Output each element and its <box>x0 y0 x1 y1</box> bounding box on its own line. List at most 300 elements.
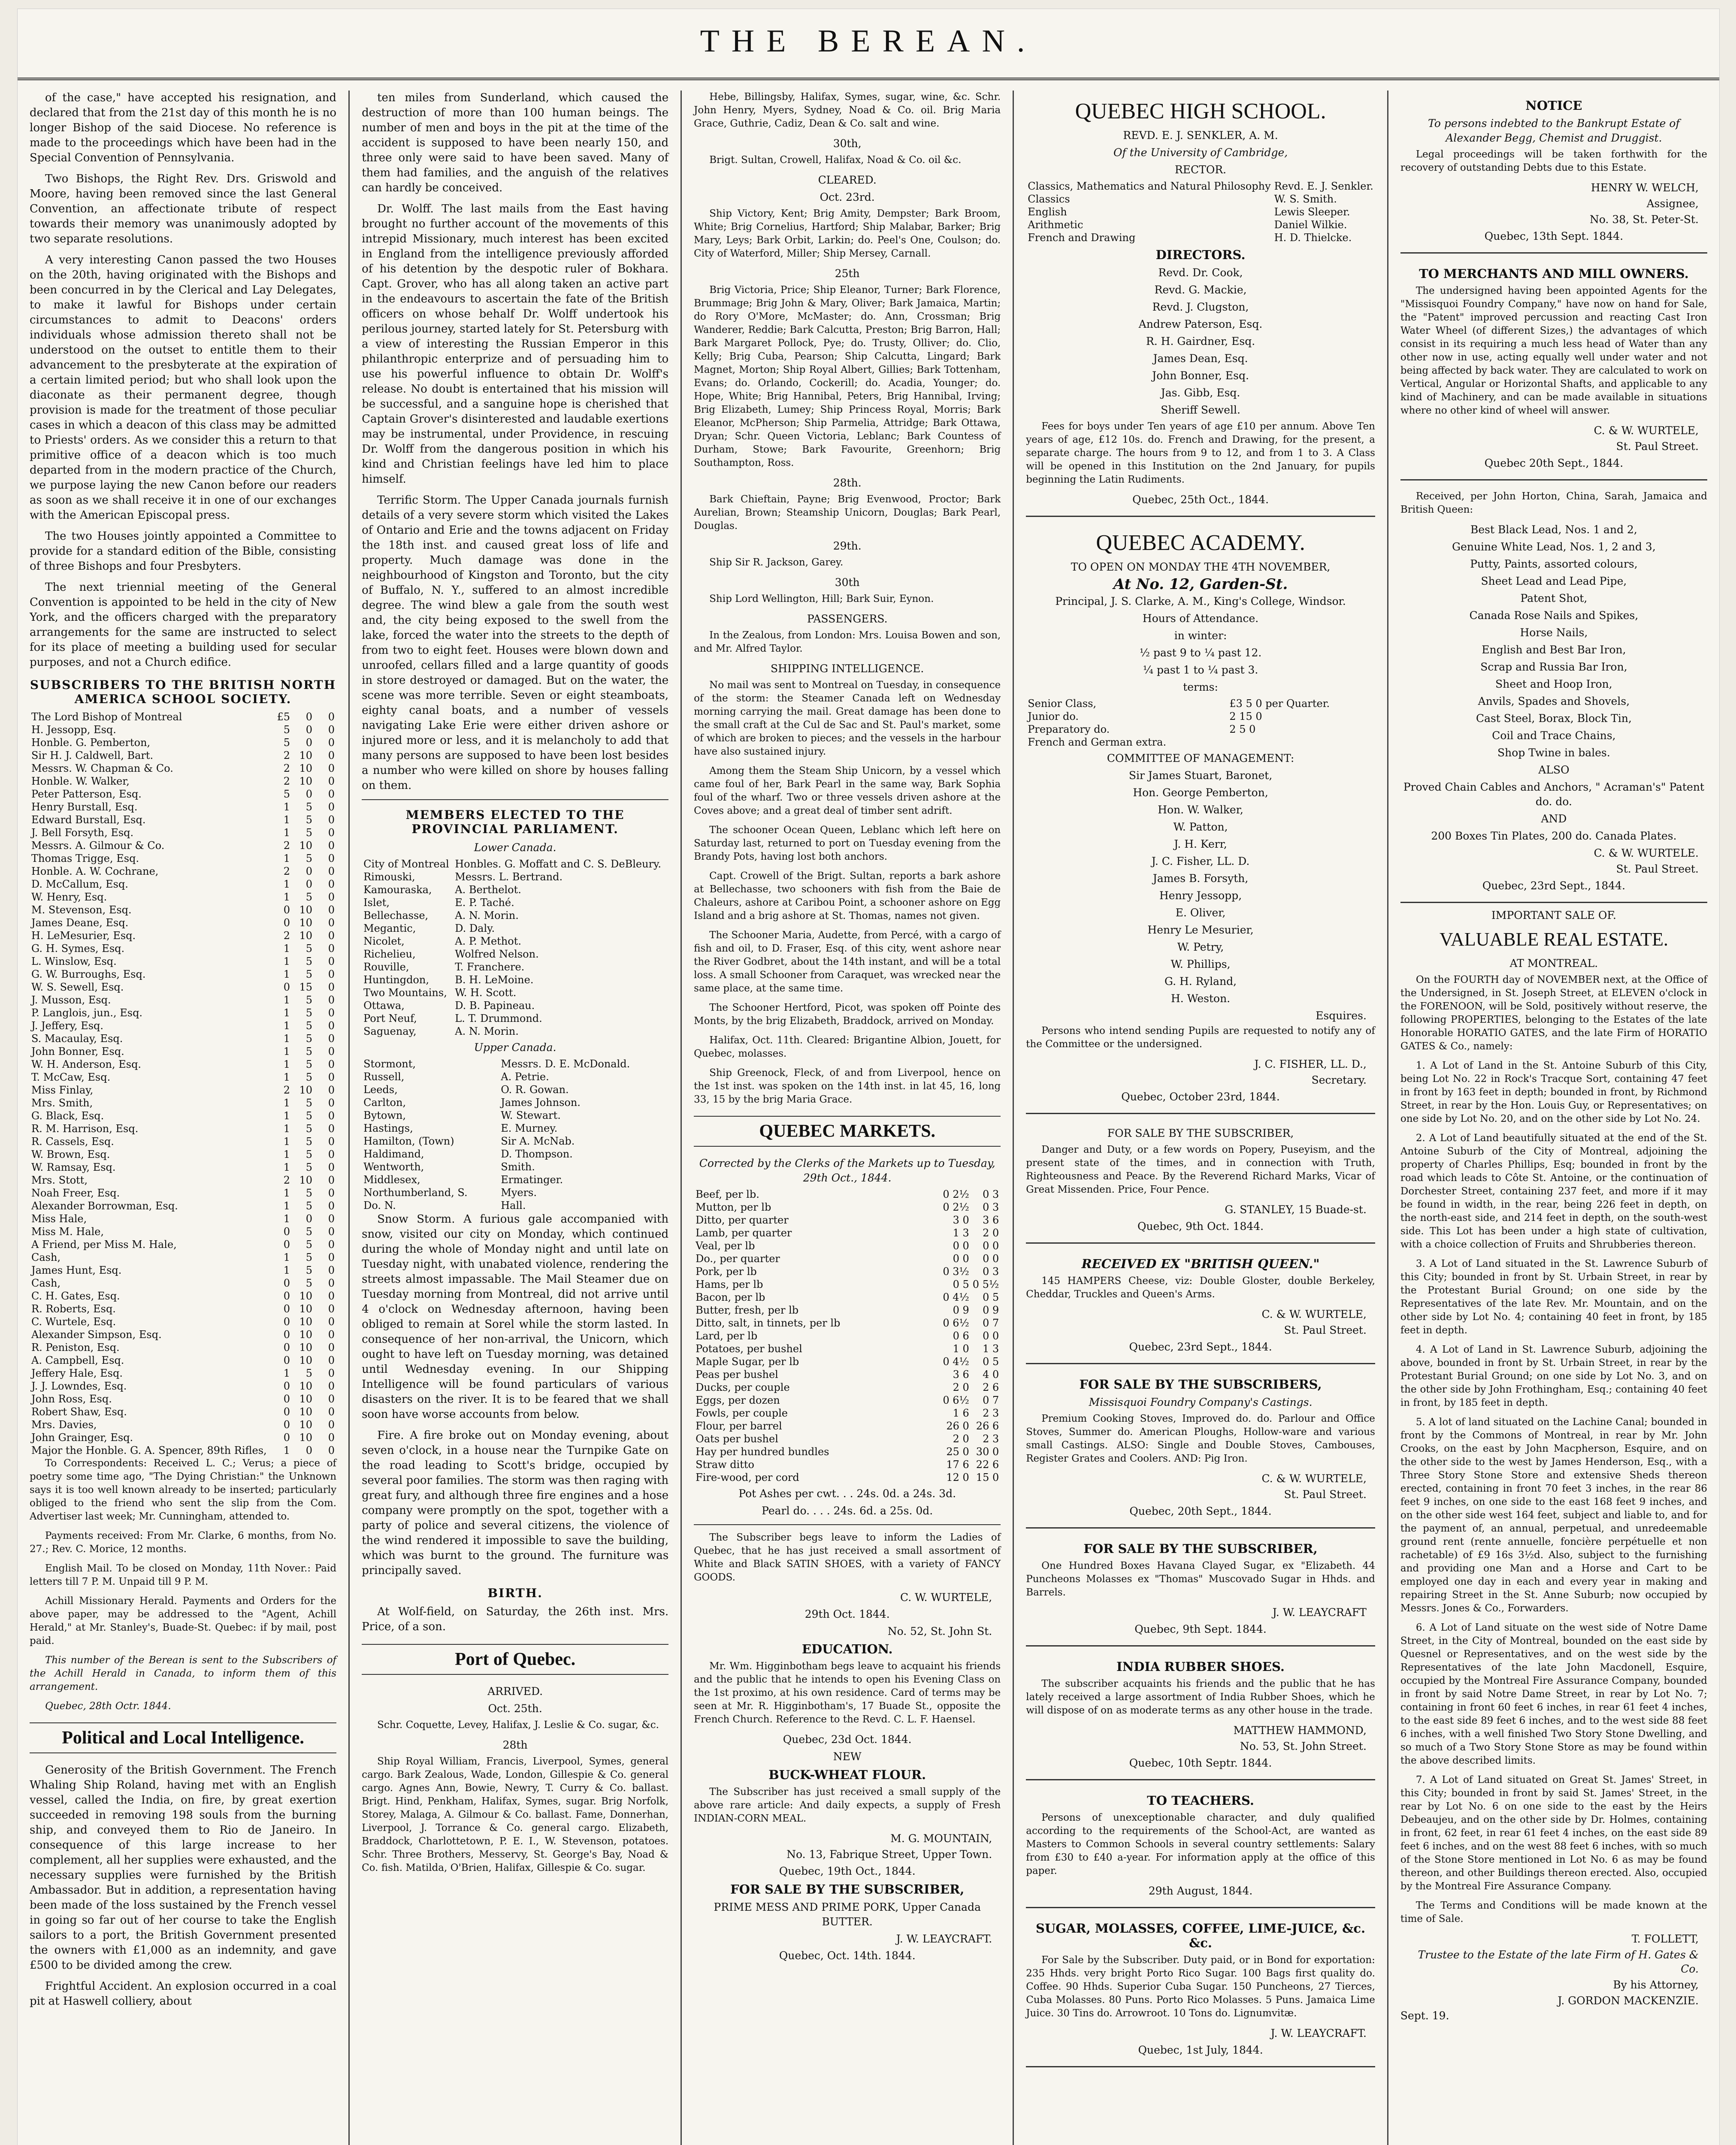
subscriber-name: Messrs. A. Gilmour & Co. <box>31 840 165 852</box>
table-row <box>362 1070 668 1083</box>
member-name: T. Franchere. <box>455 961 525 973</box>
amount-shillings: 5 <box>305 955 313 967</box>
subscriber-name: R. M. Harrison, Esq. <box>31 1123 139 1135</box>
member-name: Smith. <box>501 1161 535 1173</box>
staff-subject: English <box>1028 206 1067 218</box>
price-high: 0 5½ <box>972 1278 999 1290</box>
amount-pounds: 2 <box>283 930 290 942</box>
amount-pounds: 0 <box>283 1226 290 1238</box>
table-row <box>30 1187 336 1199</box>
subscribers-heading: SUBSCRIBERS TO THE BRITISH NORTH AMERICA SCHOOL SOCIETY. <box>30 678 336 706</box>
amount-pounds: 0 <box>283 981 290 993</box>
ad-signature: C. & W. WURTELE, <box>1594 424 1699 437</box>
ad-text: Received, per John Horton, China, Sarah, Jamaica and British Queen: <box>1400 491 1707 515</box>
member-name: Hall. <box>501 1199 526 1211</box>
price-low: 0 5 <box>953 1278 969 1290</box>
ad-date: Quebec, October 23rd, 1844. <box>1121 1091 1280 1103</box>
table-row <box>362 1122 668 1135</box>
table-row <box>30 1341 336 1354</box>
academy-ad <box>1026 522 1375 1114</box>
date-line: 25th <box>835 267 860 280</box>
amount-pence: 0 <box>328 1123 335 1135</box>
ad-signature: J. W. LEAYCRAFT. <box>1270 2027 1367 2039</box>
ad-signature: J. GORDON MACKENZIE. <box>1558 1994 1699 2007</box>
rubber-ad <box>1026 1652 1375 1780</box>
table-row <box>30 710 336 723</box>
table-row <box>362 1096 668 1109</box>
ad-text: One Hundred Boxes Havana Clayed Sugar, ex "Elizabeth. 44 Puncheons Molasses ex "Thomas" Muscovado Sugar in Hhds. and Barrels. <box>1026 1560 1375 1598</box>
subscriber-name: R. Peniston, Esq. <box>31 1341 120 1353</box>
table-row <box>30 1315 336 1328</box>
rector-title: RECTOR. <box>1174 163 1227 176</box>
table-row <box>30 994 336 1006</box>
table-row <box>30 1393 336 1405</box>
subscriber-name: Alexander Simpson, Esq. <box>31 1329 162 1341</box>
amount-pence: 0 <box>328 1200 335 1212</box>
constituency: Rouville, <box>363 961 409 973</box>
list-item: 6. A Lot of Land situate on the west side of Notre Dame Street, in the City of Montreal, bounded on the east side by Quesnel or Representatives, and on the west side by the Representatives of the late John Macdonell, Esquire, occupied by the Montreal Fire Assurance Company, bounded in front by said Notre Dame Street, in rear by Lot No. 7; containing in front 60 feet 6 inches, in rear 61 feet 4 inches, to the east side 89 feet 6 inches, and to the west side 88 feet 6 inches, with a well finished Two Story Stone Dwelling, and so much of a Two Story Stone Store as may be found within the above described limits. <box>1400 1622 1707 1766</box>
constituency: Megantic, <box>363 922 416 934</box>
amount-pence: 0 <box>328 1097 335 1109</box>
ad-signature: MATTHEW HAMMOND, <box>1233 1724 1367 1737</box>
amount-pounds: 0 <box>283 1380 290 1392</box>
teachers-ad <box>1026 1785 1375 1908</box>
price-low: 0 6½ <box>943 1394 969 1406</box>
subscriber-name: R. Roberts, Esq. <box>31 1303 116 1315</box>
article-paragraph: Fire. A fire broke out on Monday evening, about seven o'clock, in a house near the Turnpike Gate on the road leading to Scott's bridge, occupied by several poor families. The storm was then raging with great fury, and although three fire engines and a hose company were promptly on the spot, together with a party of police and several citizens, the violence of the wind rendered it impossible to save the building, which was burnt to the ground. The furniture was principally saved. <box>362 1429 669 1577</box>
list-item: Putty, Paints, assorted colours, <box>1470 558 1638 570</box>
table-row <box>30 1122 336 1135</box>
amount-pence: 0 <box>328 1251 335 1263</box>
shipping-paragraph: Among them the Steam Ship Unicorn, by a vessel which came foul of her, Bark Pearl in the same way, Bark Sophia foul of the wharf. Two or three vessels driven ashore at the Coves above; and a great deal of timber sent adrift. <box>694 765 1001 816</box>
price-low: 25 0 <box>946 1446 969 1458</box>
ad-address: St. Paul Street. <box>1284 1324 1367 1336</box>
arrival-list: Hebe, Billingsby, Halifax, Symes, sugar, wine, &c. Schr. John Henry, Myers, Sydney, Noad & Co. oil. Brig Maria Grace, Guthrie, Cadiz, Dean & Co. salt and wine. <box>694 91 1001 129</box>
amount-shillings: 0 <box>305 878 313 890</box>
amount-pence: 0 <box>328 1303 335 1315</box>
market-item: Ditto, salt, in tinnets, per lb <box>696 1317 841 1329</box>
ad-signature: C. & W. WURTELE. <box>1594 847 1699 859</box>
subscriber-name: T. McCaw, Esq. <box>31 1071 111 1083</box>
ad-signature: J. C. FISHER, LL. D., <box>1254 1058 1367 1070</box>
table-row <box>30 1380 336 1393</box>
ad-date: Quebec, 20th Sept., 1844. <box>1129 1505 1272 1517</box>
amount-pence: 0 <box>328 1020 335 1032</box>
price-high: 0 3 <box>983 1188 999 1200</box>
table-row <box>30 1251 336 1264</box>
member-name: Honbles. G. Moffatt and C. S. DeBleury. <box>455 858 662 870</box>
table-row <box>694 1252 1001 1265</box>
staff-table <box>1026 180 1375 244</box>
passengers-text: In the Zealous, from London: Mrs. Louisa Bowen and son, and Mr. Alfred Taylor. <box>694 630 1001 654</box>
column-2 <box>350 91 682 2145</box>
ad-text: Principal, J. S. Clarke, A. M., King's College, Windsor. <box>1055 595 1346 607</box>
high-school-ad <box>1026 91 1375 517</box>
amount-pence: 0 <box>328 1419 335 1431</box>
amount-pence: 0 <box>328 724 335 736</box>
amount-pounds: 0 <box>283 1303 290 1315</box>
amount-pence: 0 <box>328 1290 335 1302</box>
amount-pence: 0 <box>328 852 335 864</box>
amount-shillings: 10 <box>299 1419 313 1431</box>
price-high: 2 0 <box>983 1227 999 1239</box>
cleared-list: Bark Chieftain, Payne; Brig Evenwood, Proctor; Bark Aurelian, Brown; Steamship Unicorn, Douglas; Bark Pearl, Douglas. <box>694 494 1001 532</box>
subscriber-name: Alexander Borrowman, Esq. <box>31 1200 178 1212</box>
amount-pence: 0 <box>328 775 335 787</box>
table-row <box>30 1277 336 1290</box>
table-row <box>694 1265 1001 1278</box>
committee-heading: COMMITTEE OF MANAGEMENT: <box>1107 752 1294 764</box>
amount-shillings: 0 <box>305 711 313 723</box>
sugar-ad <box>1026 1534 1375 1647</box>
date-line: 28th <box>502 1739 528 1751</box>
price-low: 0 4½ <box>943 1291 969 1303</box>
table-row <box>30 1109 336 1122</box>
list-item: 5. A lot of land situated on the Lachine Canal; bounded in front by the Commons of Montreal, in rear by Mr. John Crooks, on the east by John Macpherson, Esquire, and on the other side to the west by James Henderson, Esq., with a Three Story Stone Store and extensive Sheds thereon erected, containing in front 70 feet 3 inches, in the rear 86 feet 9 inches, on one side to the east 168 feet 9 inches, and on the other side west 164 feet, subject and liable to, and for the payment of, an annual, perpetual, and unredeemable ground rent (rente annuelle, foncière perpétuelle et non rachetable) of £9 16s 3½d. Also, subject to the furnishing and providing one Man and a Horse and Cart to be employed one day in each and every year in making and repairing Street in the St. Anne Suburb; now occupied by Messrs. Jones & Co., Forwarders. <box>1400 1417 1707 1614</box>
table-row <box>694 1432 1001 1445</box>
table-row <box>694 1471 1001 1484</box>
ad-head: TO TEACHERS. <box>1147 1793 1254 1808</box>
ad-signature: G. STANLEY, 15 Buade-st. <box>1225 1203 1367 1216</box>
ad-date: Quebec, Oct. 14th. 1844. <box>779 1949 916 1962</box>
table-row <box>694 1445 1001 1458</box>
amount-pence: 0 <box>328 1264 335 1276</box>
ad-text: Premium Cooking Stoves, Improved do. do. Parlour and Office Stoves, Summer do. American Ploughs, Hollow-ware and various small Castings. ALSO: Single and Double Stoves, Cambouses, Register Grates and Coolers. AND: Pig Iron. <box>1026 1413 1375 1464</box>
shipping-paragraph: Halifax, Oct. 11th. Cleared: Brigantine Albion, Jouett, for Quebec, molasses. <box>694 1035 1001 1059</box>
table-row <box>694 1420 1001 1432</box>
ad-head: NOTICE <box>1525 98 1582 113</box>
amount-pence: 0 <box>328 930 335 942</box>
list-item: E. Oliver, <box>1175 906 1226 919</box>
table-row <box>694 1394 1001 1407</box>
table-row <box>30 1006 336 1019</box>
ad-text: On the FOURTH day of NOVEMBER next, at the Office of the Undersigned, in St. Joseph Street, at ELEVEN o'clock in the FORENOON, will be Sold, positively without reserve, the following PROPERTIES, belonging to the Estates of the late Honorable HORATIO GATES, and the late Firm of HORATIO GATES & Co., namely: <box>1400 974 1707 1052</box>
amount-shillings: 5 <box>305 943 313 955</box>
amount-pence: 0 <box>328 1174 335 1186</box>
amount-shillings: 5 <box>305 1148 313 1160</box>
market-item: Veal, per lb <box>696 1240 755 1252</box>
table-row <box>1026 205 1375 218</box>
amount-pence: 0 <box>328 878 335 890</box>
member-name: Ermatinger. <box>501 1174 563 1186</box>
columns <box>18 91 1719 2145</box>
member-name: Myers. <box>501 1187 537 1199</box>
market-item: Beef, per lb. <box>696 1188 759 1200</box>
market-item: Oats per bushel <box>696 1433 778 1445</box>
table-row <box>1026 710 1375 723</box>
amount-pounds: 1 <box>283 891 290 903</box>
newspaper-title: THE BEREAN. <box>700 24 1037 59</box>
danger-ad <box>1026 1119 1375 1244</box>
ad-signature: C. & W. WURTELE, <box>1261 1308 1367 1320</box>
ad-head: FOR SALE BY THE SUBSCRIBER, <box>1107 1127 1294 1139</box>
member-name: A. N. Morin. <box>455 1025 519 1037</box>
shipping-paragraph: Ship Greenock, Fleck, of and from Liverpool, hence on the 1st inst. was spoken on the 14th inst. in lat 45, 16, long 33, 15 by the brig Maria Grace. <box>694 1067 1001 1105</box>
table-row <box>694 1458 1001 1471</box>
ad-text: The undersigned having been appointed Agents for the "Missisquoi Foundry Company," have now on hand for Sale, the "Patent" improved percussion and reacting Cast Iron Water Wheel (of different Sizes,) the advantages of which consist in its requiring a much less head of Water than any other now in use, acting equally well under water and not being affected by back water. They are calculated to work on Vertical, Angular or Horizontal Shafts, and applicable to any kind of Machinery, and can be made available in situations where no other kind of wheel will answer. <box>1400 285 1707 416</box>
ad-signature: T. FOLLETT, <box>1631 1933 1699 1945</box>
birth-heading: BIRTH. <box>487 1586 543 1600</box>
ad-text: 200 Boxes Tin Plates, 200 do. Canada Plates. <box>1431 830 1677 842</box>
subscriber-name: Noah Freer, Esq. <box>31 1187 120 1199</box>
list-item: Genuine White Lead, Nos. 1, 2 and 3, <box>1452 541 1656 553</box>
ad-signature: J. W. LEAYCRAFT <box>1272 1606 1367 1619</box>
passengers-heading: PASSENGERS. <box>807 613 888 625</box>
ad-head: INDIA RUBBER SHOES. <box>1116 1659 1285 1674</box>
list-item: Sheet Lead and Lead Pipe, <box>1481 575 1627 587</box>
ad-date: Quebec 20th Sept., 1844. <box>1484 457 1624 469</box>
amount-pence: 0 <box>328 1213 335 1225</box>
ad-head: SUGAR, MOLASSES, COFFEE, LIME-JUICE, &c. &c. <box>1036 1921 1366 1950</box>
amount-pence: 0 <box>328 711 335 723</box>
amount-pence: 0 <box>328 865 335 877</box>
list-item: Sheet and Hoop Iron, <box>1495 678 1612 690</box>
table-row <box>30 916 336 929</box>
amount-shillings: 10 <box>299 1341 313 1353</box>
constituency: Islet, <box>363 897 390 909</box>
markets-heading: QUEBEC MARKETS. <box>694 1116 1001 1147</box>
market-item: Bacon, per lb <box>696 1291 765 1303</box>
amount-pounds: 2 <box>283 1084 290 1096</box>
table-row <box>1026 697 1375 710</box>
market-item: Pork, per lb <box>696 1266 757 1278</box>
fee-class: Junior do. <box>1028 710 1079 722</box>
amount-shillings: 10 <box>299 1406 313 1418</box>
constituency: Saguenay, <box>363 1025 417 1037</box>
list-item: 3. A Lot of Land situated in the St. Lawrence Suburb of this City; bounded in front by St. Urbain Street, in rear by the Protestant Burial Ground; on one side by the Representatives of the late Rev. Mr. Mountain, and on the other side by Lot No. 4; containing 40 feet in front, by 185 feet in depth. <box>1400 1258 1707 1336</box>
amount-pence: 0 <box>328 737 335 749</box>
constituency: Huntingdon, <box>363 974 429 986</box>
table-row <box>362 1135 668 1148</box>
member-name: B. H. LeMoine. <box>455 974 534 986</box>
table-row <box>30 903 336 916</box>
amount-shillings: 10 <box>299 1303 313 1315</box>
list-item: Sir James Stuart, Baronet, <box>1128 769 1273 782</box>
market-item: Ducks, per couple <box>696 1381 790 1393</box>
subscriber-name: C. Wurtele, Esq. <box>31 1316 116 1328</box>
article-paragraph: The two Houses jointly appointed a Committee to provide for a standard edition of the Bible, consisting of three Bishops and four Presbyters. <box>30 530 337 573</box>
price-high: 0 3 <box>983 1201 999 1213</box>
list-item: James B. Forsyth, <box>1152 872 1249 885</box>
article-paragraph: ten miles from Sunderland, which caused the destruction of more than 100 human beings. The number of men and boys in the pit at the time of the accident is supposed to have been nearly 150, and three only were said to have been saved. Many of them had families, and the anguish of the relatives can hardly be conceived. <box>362 91 669 194</box>
subscriber-name: Cash, <box>31 1277 61 1289</box>
price-high: 22 6 <box>976 1459 999 1471</box>
amount-shillings: 10 <box>299 1329 313 1341</box>
subscriber-name: Messrs. W. Chapman & Co. <box>31 762 173 774</box>
article-paragraph: of the case," have accepted his resignation, and declared that from the 21st day of this month he is no longer Bishop of the said Diocese. No reference is made to the proceedings which have been had in the Special Convention of Pennsylvania. <box>30 91 337 164</box>
amount-pence: 0 <box>328 840 335 852</box>
amount-pounds: 1 <box>283 1161 290 1173</box>
column-1 <box>18 91 350 2145</box>
list-item: Cast Steel, Borax, Block Tin, <box>1476 712 1632 725</box>
sale-lots <box>1400 1059 1707 1893</box>
table-row <box>30 1290 336 1302</box>
constituency: Two Mountains, <box>363 987 447 999</box>
amount-pounds: 0 <box>283 904 290 916</box>
table-row <box>694 1239 1001 1252</box>
ad-head: FOR SALE BY THE SUBSCRIBERS, <box>1079 1377 1322 1392</box>
amount-shillings: 10 <box>299 762 313 774</box>
list-item: W. Petry, <box>1177 941 1224 953</box>
staff-teacher: H. D. Thielcke. <box>1274 232 1352 244</box>
ad-signature: M. G. MOUNTAIN, <box>890 1832 992 1845</box>
ad-date: Quebec, 10th Septr. 1844. <box>1129 1757 1272 1769</box>
table-row <box>694 1317 1001 1329</box>
table-row <box>362 922 668 935</box>
lower-canada-members <box>362 858 668 1038</box>
list-item: Best Black Lead, Nos. 1 and 2, <box>1470 523 1637 536</box>
amount-shillings: 0 <box>305 737 313 749</box>
table-row <box>362 948 668 961</box>
table-row <box>30 1174 336 1187</box>
amount-pence: 0 <box>328 1341 335 1353</box>
amount-pence: 0 <box>328 801 335 813</box>
amount-pence: 0 <box>328 827 335 839</box>
ad-date: Quebec, 1st July, 1844. <box>1138 2044 1263 2056</box>
amount-pounds: 1 <box>283 1136 290 1148</box>
ad-date: 29th August, 1844. <box>1148 1885 1253 1897</box>
ad-date: Quebec, 23d Oct. 1844. <box>783 1733 912 1746</box>
subscriber-name: J. J. Lowndes, Esq. <box>31 1380 127 1392</box>
table-row <box>30 1444 336 1457</box>
table-row <box>30 1135 336 1148</box>
amount-shillings: 10 <box>299 1380 313 1392</box>
list-item: G. H. Ryland, <box>1164 975 1237 988</box>
subscriber-name: James Deane, Esq. <box>31 917 129 929</box>
amount-pounds: 1 <box>283 955 290 967</box>
ad-text: Mr. Wm. Higginbotham begs leave to acquaint his friends and the public that he intends to open his Evening Class on the 1st proximo, at his own residence. Card of terms may be seen at Mr. R. Higginbotham's, 17 Buade St., opposite the French Church. Reference to the Revd. C. L. F. Haensel. <box>694 1661 1001 1725</box>
ad-text: Legal proceedings will be taken forthwith for the recovery of outstanding Debts due to this Estate. <box>1400 149 1707 173</box>
subscriber-name: Thomas Trigge, Esq. <box>31 852 139 864</box>
table-row <box>362 883 668 896</box>
ad-text: Danger and Duty, or a few words on Popery, Puseyism, and the present state of the times, and in connection with Truth, Righteousness and Peace. By the Reverend Richard Marks, Vicar of Great Missenden. Price, Four Pence. <box>1026 1144 1375 1195</box>
market-item: Hams, per lb <box>696 1278 763 1290</box>
price-high: 0 5 <box>983 1356 999 1368</box>
amount-pounds: 1 <box>283 968 290 980</box>
market-item: Maple Sugar, per lb <box>696 1356 799 1368</box>
list-item: Coil and Trace Chains, <box>1492 729 1616 742</box>
market-item: Straw ditto <box>696 1459 754 1471</box>
subscriber-name: Henry Burstall, Esq. <box>31 801 138 813</box>
table-row <box>30 1238 336 1251</box>
amount-shillings: 5 <box>305 1110 313 1122</box>
constituency: Wentworth, <box>363 1161 424 1173</box>
list-item: Revd. G. Mackie, <box>1154 284 1247 296</box>
section-heading: Port of Quebec. <box>362 1644 668 1675</box>
table-row <box>362 1186 668 1199</box>
ad-text: The subscriber acquaints his friends and the public that he has lately received a large assortment of India Rubber Shoes, which he will dispose of on as moderate terms as any other house in the trade. <box>1026 1678 1375 1716</box>
table-row <box>30 1161 336 1174</box>
list-item: 4. A Lot of Land in St. Lawrence Suburb, adjoining the above, bounded in front by St. Urbain Street, in rear by the Protestant Burial Ground; on one side by Lot No. 3, and on the other side by John Frothingham, Esq.; containing 40 feet in front, by 185 feet in depth. <box>1400 1344 1707 1408</box>
payments-note: Payments received: From Mr. Clarke, 6 months, from No. 27.; Rev. C. Morice, 12 months. <box>30 1530 337 1555</box>
list-item: R. H. Gairdner, Esq. <box>1146 335 1255 347</box>
amount-shillings: 5 <box>305 1277 313 1289</box>
member-name: A. P. Methot. <box>455 935 521 947</box>
table-row <box>30 775 336 788</box>
ad-head: TO MERCHANTS AND MILL OWNERS. <box>1419 266 1689 281</box>
price-low: 0 3½ <box>943 1266 969 1278</box>
ad-place: AT MONTREAL. <box>1509 957 1598 970</box>
ad-signature: HENRY W. WELCH, <box>1591 181 1699 194</box>
amount-pence: 0 <box>328 814 335 826</box>
table-row <box>30 788 336 801</box>
shipping-paragraph: Capt. Crowell of the Brigt. Sultan, reports a bark ashore at Bellechasse, two schooners with fish from the Baie de Chaleurs, ashore at Caribou Point, a schooner ashore on Egg Island and a brig ashore at St. Thomas, names not given. <box>694 870 1001 921</box>
market-item: Flour, per barrel <box>696 1420 782 1432</box>
table-row <box>30 1212 336 1225</box>
price-high: 2 3 <box>983 1433 999 1445</box>
table-row <box>1026 723 1375 736</box>
constituency: Northumberland, S. <box>363 1187 468 1199</box>
amount-pounds: 2 <box>283 775 290 787</box>
italic-note: This number of the Berean is sent to the Subscribers of the Achill Herald in Canada, to inform them of this arrangement. <box>30 1655 337 1692</box>
fee-amount: 2 5 0 <box>1229 723 1256 735</box>
lower-canada-heading: Lower Canada. <box>474 841 556 854</box>
amount-pence: 0 <box>328 891 335 903</box>
directors-list <box>1026 266 1375 417</box>
amount-pounds: 0 <box>283 1341 290 1353</box>
subscriber-name: Cash, <box>31 1251 61 1263</box>
list-item: James Dean, Esq. <box>1153 352 1248 365</box>
member-name: A. Berthelot. <box>455 884 521 896</box>
table-row <box>30 762 336 775</box>
subscriber-name: H. LeMesurier, Esq. <box>31 930 136 942</box>
table-row <box>362 1199 668 1212</box>
subscriber-name: Peter Patterson, Esq. <box>31 788 142 800</box>
list-item: Sheriff Sewell. <box>1161 404 1240 416</box>
ad-and: AND <box>1541 813 1567 825</box>
price-low: 3 0 <box>953 1214 969 1226</box>
market-item: Fowls, per couple <box>696 1407 788 1419</box>
amount-shillings: 10 <box>299 840 313 852</box>
subscriber-name: R. Cassels, Esq. <box>31 1136 114 1148</box>
table-row <box>30 891 336 903</box>
amount-pounds: 0 <box>283 1419 290 1431</box>
amount-shillings: 0 <box>305 1213 313 1225</box>
subscriber-name: John Bonner, Esq. <box>31 1045 124 1057</box>
received-items <box>1400 523 1707 760</box>
amount-pence: 0 <box>328 1136 335 1148</box>
table-row <box>362 999 668 1012</box>
member-name: Wolfred Nelson. <box>455 948 539 960</box>
ad-subhead: Missisquoi Foundry Company's Castings. <box>1089 1396 1313 1408</box>
amount-pence: 0 <box>328 1239 335 1251</box>
achill-note: Achill Missionary Herald. Payments and Orders for the above paper, may be addressed to the "Agent, Achill Herald," at Mr. Stanley's, Buade-St. Quebec: if by mail, post paid. <box>30 1595 337 1647</box>
amount-pounds: 1 <box>283 1367 290 1379</box>
constituency: Nicolet, <box>363 935 405 947</box>
subscriber-name: Honble. A. W. Cochrane, <box>31 865 159 877</box>
markets-subtitle: Corrected by the Clerks of the Markets up to Tuesday, 29th Oct., 1844. <box>699 1157 995 1184</box>
member-name: E. Murney. <box>501 1122 558 1134</box>
ad-text: terms: <box>1183 681 1218 693</box>
subscriber-name: John Grainger, Esq. <box>31 1432 133 1444</box>
amount-shillings: 5 <box>305 814 313 826</box>
ad-text: ¼ past 1 to ¼ past 3. <box>1143 664 1258 676</box>
rector-name: REVD. E. J. SENKLER, A. M. <box>1123 129 1278 142</box>
article-paragraph: Dr. Wolff. The last mails from the East having brought no further account of the movements of this intrepid Missionary, much interest has been excited in England from the intelligence previously afforded of his detention by the despotic ruler of Bokhara. Capt. Grover, who has all along taken an active part in the endeavours to ascertain the fate of the British officers on whose behalf Dr. Wolff undertook his perilous journey, started lately for St. Petersburg with a view of interesting the Russian Emperor in this philanthropic enterprize and of persuading him to use his powerful influence to obtain Dr. Wolff's release. No doubt is entertained that his mission will be successful, and a sanguine hope is cherished that Captain Grover's disinterested and laudable exertions may be instrumental, under Providence, in rescuing Dr. Wolff from the dangerous position in which his kind and Christian feelings have led him to place himself. <box>362 202 669 486</box>
price-low: 1 3 <box>953 1227 969 1239</box>
table-row <box>694 1329 1001 1342</box>
price-low: 0 6 <box>953 1330 969 1342</box>
price-high: 0 3 <box>983 1266 999 1278</box>
list-item: English and Best Bar Iron, <box>1482 644 1626 656</box>
table-row <box>362 858 668 870</box>
ad-text: Persons of unexceptionable character, and duly qualified according to the requirements of the School-Act, are wanted as Masters to Common Schools in several country settlements: Salary from £30 to £40 a-year. For information apply at the office of this paper. <box>1026 1812 1375 1876</box>
amount-pounds: 1 <box>283 1071 290 1083</box>
subscriber-name: W. S. Sewell, Esq. <box>31 981 124 993</box>
table-row <box>30 1071 336 1084</box>
table-row <box>30 839 336 852</box>
market-prices-table <box>694 1188 1001 1484</box>
